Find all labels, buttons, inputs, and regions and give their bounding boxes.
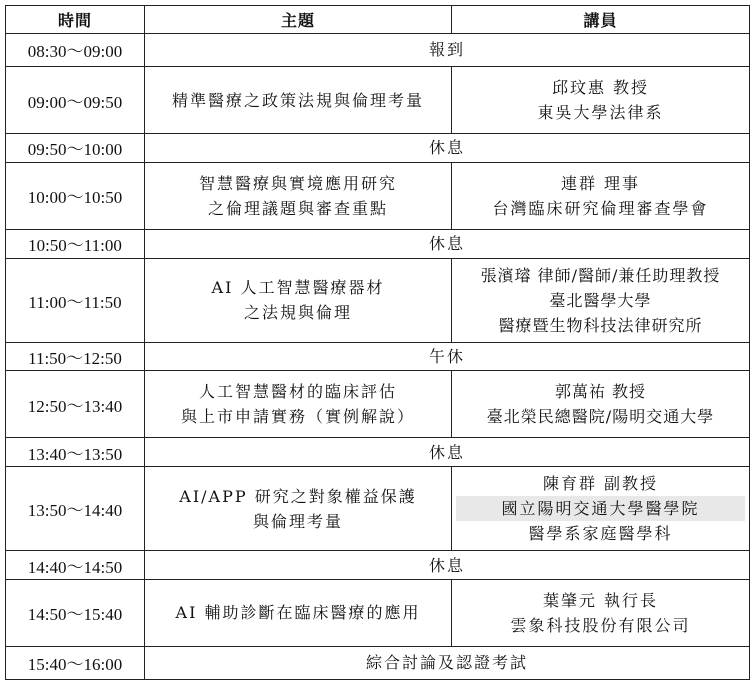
speaker-line: 葉肇元 執行長	[542, 590, 659, 610]
speaker-line: 邱玟惠 教授	[551, 78, 650, 97]
header-topic: 主題	[145, 6, 452, 34]
speaker-line: 東吳大學法律系	[537, 103, 664, 122]
session-break: 午休	[145, 342, 750, 371]
session-speaker	[452, 467, 750, 551]
speaker-line: 臺北榮民總醫院/陽明交通大學	[486, 407, 715, 427]
table-row	[6, 258, 750, 342]
speaker-line: 臺北醫學大學	[549, 290, 652, 310]
speaker-line: 醫療暨生物科技法律研究所	[498, 315, 703, 335]
header-speaker: 講員	[452, 6, 750, 34]
session-topic	[145, 162, 452, 229]
table-row	[6, 646, 750, 679]
table-row	[6, 551, 750, 580]
session-time: 14:50～15:40	[6, 579, 145, 646]
speaker-line: 雲象科技股份有限公司	[510, 615, 691, 635]
agenda-table	[5, 5, 750, 680]
session-speaker	[452, 579, 750, 646]
speaker-line: 陳育群 副教授	[542, 474, 659, 494]
session-break: 休息	[145, 438, 750, 467]
session-time: 13:50～14:40	[6, 467, 145, 551]
table-row	[6, 467, 750, 551]
table-row	[6, 229, 750, 258]
session-time: 11:00～11:50	[6, 258, 145, 342]
session-topic	[145, 258, 452, 342]
topic-line: AI 輔助診斷在臨床醫療的應用	[175, 603, 421, 623]
session-time: 13:40～13:50	[6, 438, 145, 467]
speaker-line: 連群 理事	[560, 173, 641, 193]
speaker-line: 台灣臨床研究倫理審查學會	[492, 198, 709, 218]
session-time: 09:50～10:00	[6, 134, 145, 163]
table-row	[6, 342, 750, 371]
session-time: 11:50～12:50	[6, 342, 145, 371]
session-time: 10:00～10:50	[6, 162, 145, 229]
session-topic	[145, 467, 452, 551]
session-break: 休息	[145, 551, 750, 580]
session-speaker	[452, 258, 750, 342]
table-row	[6, 579, 750, 646]
session-time: 10:50～11:00	[6, 229, 145, 258]
speaker-line: 張濱璿 律師/醫師/兼任助理教授	[480, 265, 721, 285]
session-time: 14:40～14:50	[6, 551, 145, 580]
session-break: 休息	[145, 229, 750, 258]
header-time: 時間	[6, 6, 145, 34]
topic-line: AI 人工智慧醫療器材	[211, 278, 385, 298]
session-time: 15:40～16:00	[6, 646, 145, 679]
session-time: 08:30～09:00	[6, 34, 145, 67]
topic-line: 人工智慧醫材的臨床評估	[198, 382, 397, 402]
session-topic	[145, 66, 452, 133]
speaker-line: 郭萬祐 教授	[554, 382, 647, 402]
session-speaker	[452, 371, 750, 438]
table-row	[6, 66, 750, 133]
speaker-line: 國立陽明交通大學醫學院	[456, 496, 745, 521]
session-speaker	[452, 162, 750, 229]
table-row	[6, 162, 750, 229]
topic-line: 與倫理考量	[252, 511, 343, 531]
topic-line: AI/APP 研究之對象權益保護	[179, 486, 417, 506]
table-row	[6, 438, 750, 467]
topic-line: 智慧醫療與實境應用研究	[198, 173, 397, 193]
table-row	[6, 134, 750, 163]
session-closing: 綜合討論及認證考試	[145, 646, 750, 679]
session-time: 12:50～13:40	[6, 371, 145, 438]
session-time: 09:00～09:50	[6, 66, 145, 133]
session-break: 報到	[145, 34, 750, 67]
topic-line: 之倫理議題與審查重點	[207, 198, 388, 218]
speaker-line: 醫學系家庭醫學科	[528, 524, 673, 544]
table-header-row	[6, 6, 750, 34]
session-break: 休息	[145, 134, 750, 163]
topic-line: 與上市申請實務（實例解說）	[180, 407, 415, 427]
session-topic	[145, 579, 452, 646]
topic-line: 之法規與倫理	[243, 303, 352, 323]
topic-line: 精準醫療之政策法規與倫理考量	[171, 90, 424, 110]
session-topic	[145, 371, 452, 438]
table-row	[6, 34, 750, 67]
session-speaker	[452, 66, 750, 133]
table-row	[6, 371, 750, 438]
